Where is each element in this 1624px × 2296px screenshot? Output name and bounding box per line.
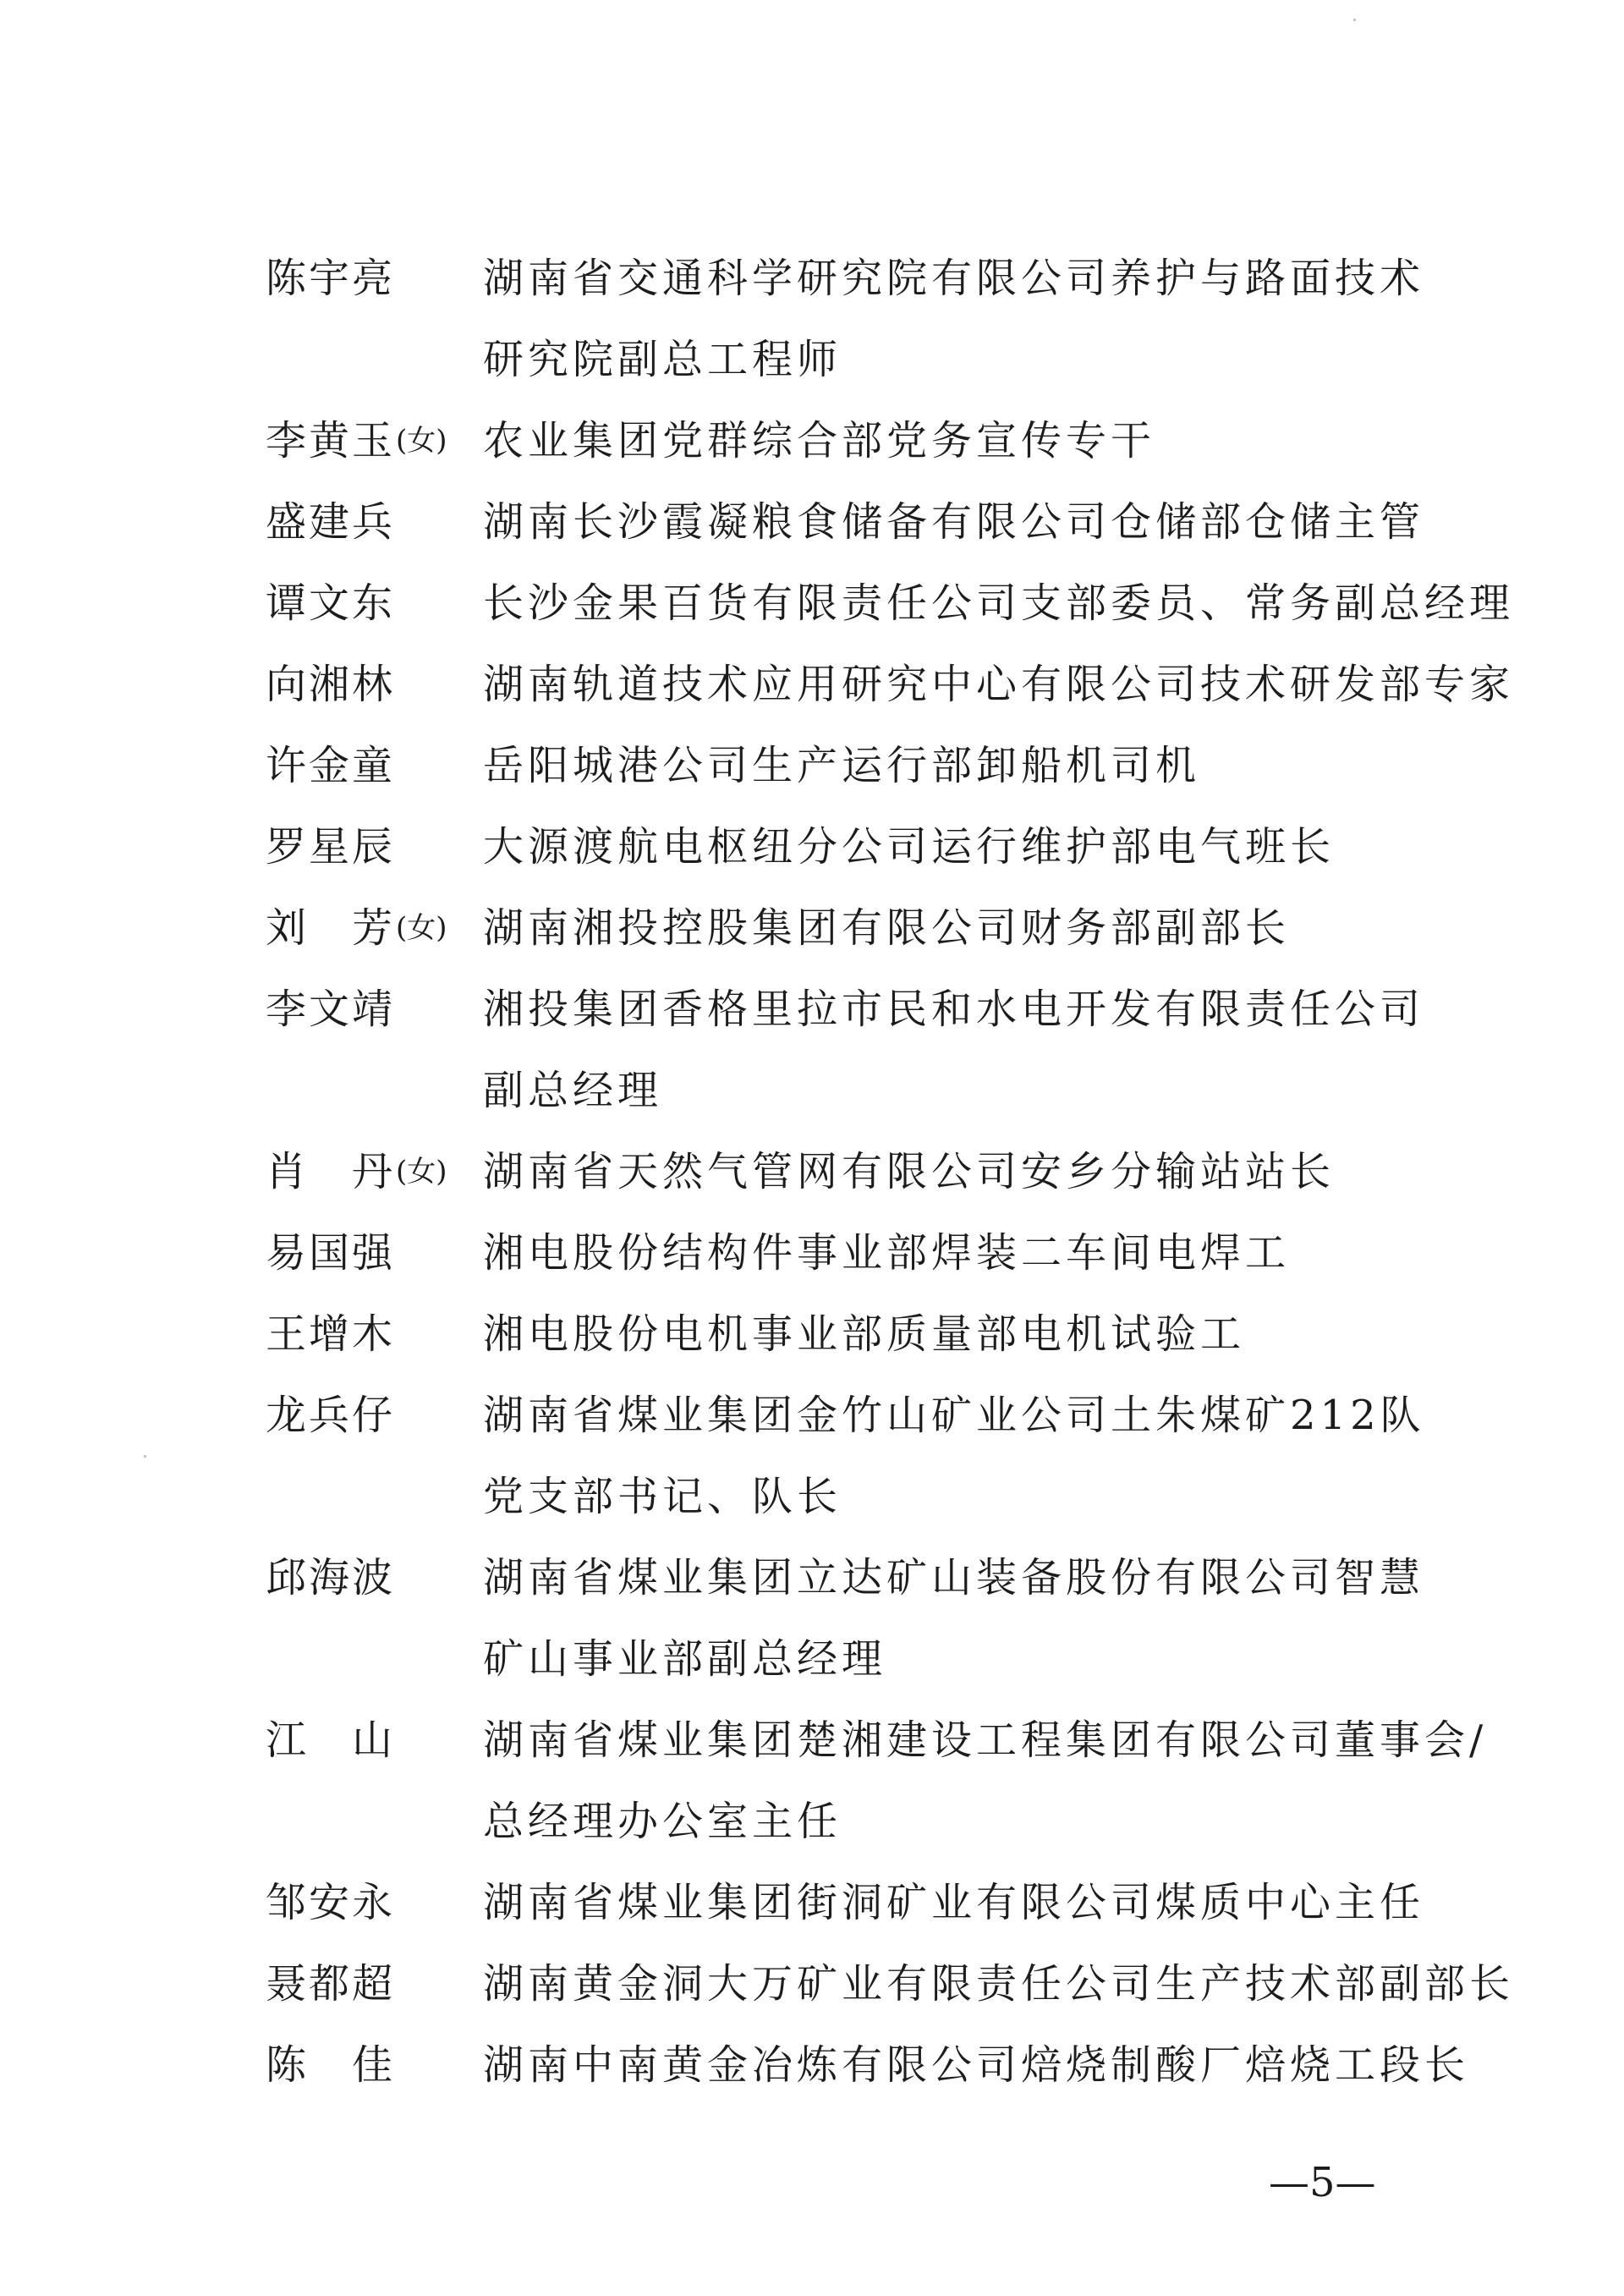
list-item <box>266 400 1450 481</box>
affiliation <box>483 725 1450 806</box>
affiliation-line: 湖南轨道技术应用研究中心有限公司技术研发部专家 <box>483 661 1515 708</box>
person-name: 许金童 <box>266 742 392 789</box>
list-item <box>266 806 1450 887</box>
affiliation-line: 大源渡航电枢纽分公司运行维护部电气班长 <box>483 823 1336 871</box>
affiliation <box>483 1943 1514 2024</box>
affiliation <box>483 481 1450 563</box>
name-column <box>266 969 483 1050</box>
person-name: 陈宇亮 <box>266 255 392 302</box>
affiliation-line: 湘投集团香格里拉市民和水电开发有限责任公司 <box>483 986 1425 1033</box>
person-name: 陈佳 <box>266 2041 392 2089</box>
name-column <box>266 725 483 806</box>
affiliation-line: 研究院副总工程师 <box>483 336 842 383</box>
affiliation <box>483 1375 1450 1537</box>
list-item <box>266 1212 1450 1294</box>
affiliation-line: 湖南黄金洞大万矿业有限责任公司生产技术部副部长 <box>483 1960 1515 2008</box>
affiliation-line: 湖南长沙霞凝粮食储备有限公司仓储部仓储主管 <box>483 498 1425 546</box>
list-item <box>266 2024 1470 2106</box>
affiliation-line: 副总经理 <box>483 1067 663 1114</box>
affiliation-line: 农业集团党群综合部党务宣传专干 <box>483 417 1156 464</box>
affiliation-line: 湖南省天然气管网有限公司安乡分输站站长 <box>483 1148 1336 1195</box>
affiliation-line: 湘电股份结构件事业部焊装二车间电焊工 <box>483 1229 1291 1277</box>
person-name: 邹安永 <box>266 1879 392 1926</box>
list-item <box>266 887 1450 969</box>
list-item <box>266 481 1450 563</box>
list-item <box>266 1537 1450 1700</box>
affiliation-line: 湖南省煤业集团金竹山矿业公司土朱煤矿212队 <box>483 1392 1425 1439</box>
affiliation-line: 湖南省煤业集团街洞矿业有限公司煤质中心主任 <box>483 1879 1425 1926</box>
affiliation-line: 湖南中南黄金冶炼有限公司焙烧制酸厂焙烧工段长 <box>483 2041 1470 2089</box>
affiliation-line: 湖南湘投控股集团有限公司财务部副部长 <box>483 904 1291 952</box>
affiliation <box>483 1131 1450 1212</box>
affiliation-line: 岳阳城港公司生产运行部卸船机司机 <box>483 742 1201 789</box>
affiliation <box>483 238 1450 400</box>
gender-note: (女) <box>396 424 447 458</box>
list-item <box>266 969 1450 1131</box>
affiliation-line: 湖南省交通科学研究院有限公司养护与路面技术 <box>483 255 1425 302</box>
affiliation-line: 矿山事业部副总经理 <box>483 1635 887 1683</box>
person-name: 向湘林 <box>266 661 392 708</box>
name-column <box>266 806 483 887</box>
gender-note: (女) <box>396 1155 447 1189</box>
list-item <box>266 1943 1515 2024</box>
affiliation <box>483 806 1450 887</box>
list-item <box>266 1700 1488 1862</box>
list-item <box>266 725 1450 806</box>
person-name: 江山 <box>266 1717 392 1764</box>
list-item <box>266 1131 1450 1212</box>
name-column <box>266 400 483 481</box>
affiliation-line: 长沙金果百货有限责任公司支部委员、常务副总经理 <box>483 579 1515 627</box>
name-column <box>266 887 483 969</box>
list-item <box>266 1375 1450 1537</box>
name-column <box>266 1537 483 1618</box>
name-column <box>266 1375 483 1456</box>
affiliation <box>483 1700 1487 1862</box>
person-name: 刘芳 <box>266 904 392 952</box>
affiliation <box>483 1294 1450 1375</box>
honoree-list <box>266 238 1515 2106</box>
scan-speck <box>144 1455 146 1458</box>
person-name: 李黄玉 <box>266 417 392 464</box>
affiliation-line: 湖南省煤业集团楚湘建设工程集团有限公司董事会/ <box>483 1717 1488 1764</box>
person-name: 易国强 <box>266 1229 392 1277</box>
affiliation <box>483 2024 1469 2106</box>
affiliation <box>483 1862 1450 1943</box>
affiliation <box>483 400 1450 481</box>
name-column <box>266 1212 483 1294</box>
person-name: 邱海波 <box>266 1554 392 1601</box>
affiliation <box>483 1537 1450 1700</box>
list-item <box>266 644 1515 725</box>
person-name: 李文靖 <box>266 986 392 1033</box>
person-name: 肖丹 <box>266 1148 392 1195</box>
affiliation-line: 党支部书记、队长 <box>483 1473 842 1520</box>
name-column <box>266 1943 483 2024</box>
gender-note: (女) <box>396 911 447 945</box>
person-name: 谭文东 <box>266 579 392 627</box>
affiliation <box>483 969 1450 1131</box>
person-name: 聂都超 <box>266 1960 392 2008</box>
affiliation <box>483 644 1514 725</box>
person-name: 龙兵仔 <box>266 1392 392 1439</box>
name-column <box>266 2024 483 2106</box>
affiliation-line: 湖南省煤业集团立达矿山装备股份有限公司智慧 <box>483 1554 1425 1601</box>
person-name: 王增木 <box>266 1310 392 1358</box>
name-column <box>266 563 483 644</box>
list-item <box>266 1294 1450 1375</box>
person-name: 盛建兵 <box>266 498 392 546</box>
name-column <box>266 644 483 725</box>
name-column <box>266 1862 483 1943</box>
name-column <box>266 1131 483 1212</box>
name-column <box>266 481 483 563</box>
name-column <box>266 1700 483 1781</box>
list-item <box>266 563 1515 644</box>
name-column <box>266 238 483 319</box>
affiliation <box>483 1212 1450 1294</box>
affiliation-line: 湘电股份电机事业部质量部电机试验工 <box>483 1310 1246 1358</box>
affiliation-line: 总经理办公室主任 <box>483 1798 842 1845</box>
page-number: —5— <box>1269 2159 1376 2206</box>
list-item <box>266 1862 1450 1943</box>
name-column <box>266 1294 483 1375</box>
affiliation <box>483 563 1514 644</box>
list-item <box>266 238 1450 400</box>
scan-speck <box>1353 19 1356 21</box>
affiliation <box>483 887 1450 969</box>
person-name: 罗星辰 <box>266 823 392 871</box>
